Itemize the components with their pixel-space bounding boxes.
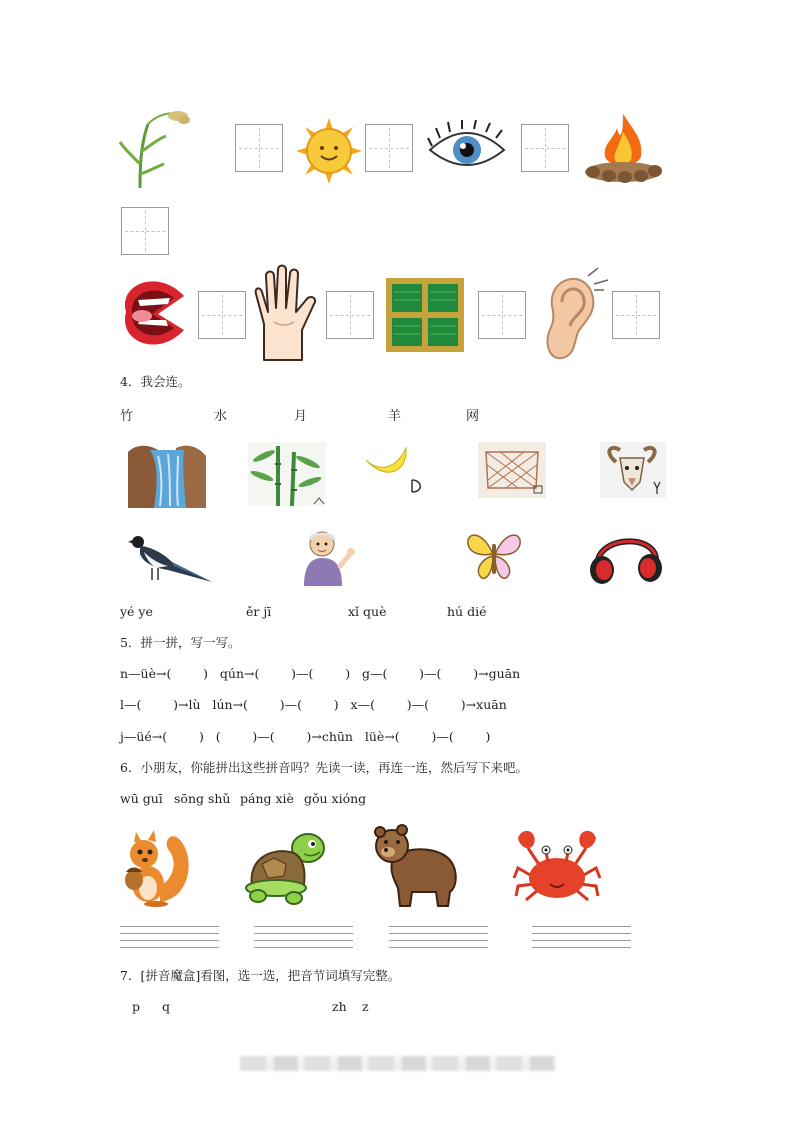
match-char-bamboo[interactable]: 竹 [120, 409, 134, 424]
mouth-picture [118, 270, 190, 354]
net-picture[interactable] [478, 442, 546, 498]
q6-heading: 6．小朋友，你能拼出这些拼音吗？先读一读，再连一连，然后写下来吧。 [120, 760, 528, 775]
q7-heading: 7．[拼音魔盒]看图，选一选，把音节词填写完整。 [120, 968, 401, 983]
crab-picture[interactable] [512, 826, 602, 906]
pinyin-word[interactable]: páng xiè [240, 791, 294, 806]
sun-picture [296, 118, 362, 184]
sheep-picture[interactable] [600, 442, 666, 498]
writing-box[interactable] [612, 291, 660, 339]
spelling-line[interactable]: l—( )→lù lún→( )—( ) x—( )—( )→xuān [120, 697, 507, 712]
match-char-moon[interactable]: 月 [294, 409, 308, 424]
spelling-line[interactable]: n—üè→( ) qún→( )—( ) g—( )—( )→guān [120, 666, 521, 681]
pinyin-word[interactable]: gǒu xióng [304, 791, 367, 806]
writing-box[interactable] [235, 124, 283, 172]
q4-heading: 4．我会连。 [120, 374, 191, 389]
waterfall-picture[interactable] [128, 442, 206, 508]
field-picture [386, 278, 464, 352]
eye-picture [426, 120, 508, 178]
hand-picture [248, 264, 320, 362]
butterfly-picture[interactable] [462, 526, 526, 584]
writing-lines[interactable] [389, 926, 488, 949]
match-char-net[interactable]: 网 [466, 409, 480, 424]
pinyin-word[interactable]: hú dié [447, 604, 487, 619]
match-char-sheep[interactable]: 羊 [388, 409, 402, 424]
magpie-picture[interactable] [126, 530, 214, 586]
writing-box[interactable] [478, 291, 526, 339]
writing-box[interactable] [521, 124, 569, 172]
q5-heading: 5．拼一拼，写一写。 [120, 635, 241, 650]
writing-lines[interactable] [120, 926, 219, 949]
choice-option[interactable]: z [362, 999, 369, 1014]
turtle-picture[interactable] [244, 824, 330, 908]
writing-box[interactable] [198, 291, 246, 339]
pinyin-word[interactable]: yé ye [120, 604, 153, 619]
spelling-line[interactable]: j—üé→( ) ( )—( )→chūn lüè→( )—( ) [120, 729, 491, 744]
writing-lines[interactable] [532, 926, 631, 949]
fire-picture [583, 110, 663, 186]
blurred-footer [240, 1056, 556, 1071]
pinyin-word[interactable]: wū guī [120, 791, 163, 806]
writing-lines[interactable] [254, 926, 353, 949]
pinyin-word[interactable]: xǐ què [348, 604, 387, 619]
match-char-water[interactable]: 水 [214, 409, 228, 424]
grandpa-picture[interactable] [296, 528, 358, 588]
rice-plant-picture [118, 104, 192, 190]
ear-picture [538, 266, 610, 362]
pinyin-word[interactable]: sōng shǔ [174, 791, 231, 806]
moon-picture[interactable] [362, 442, 428, 498]
bamboo-picture[interactable] [248, 442, 328, 508]
headphones-picture[interactable] [588, 526, 666, 588]
writing-box[interactable] [326, 291, 374, 339]
pinyin-word[interactable]: ěr jī [246, 604, 272, 619]
choice-option[interactable]: p [132, 999, 141, 1014]
choice-option[interactable]: q [162, 999, 171, 1014]
bear-picture[interactable] [372, 822, 460, 908]
writing-box[interactable] [365, 124, 413, 172]
choice-option[interactable]: zh [332, 999, 347, 1014]
writing-box[interactable] [121, 207, 169, 255]
squirrel-picture[interactable] [116, 824, 192, 908]
